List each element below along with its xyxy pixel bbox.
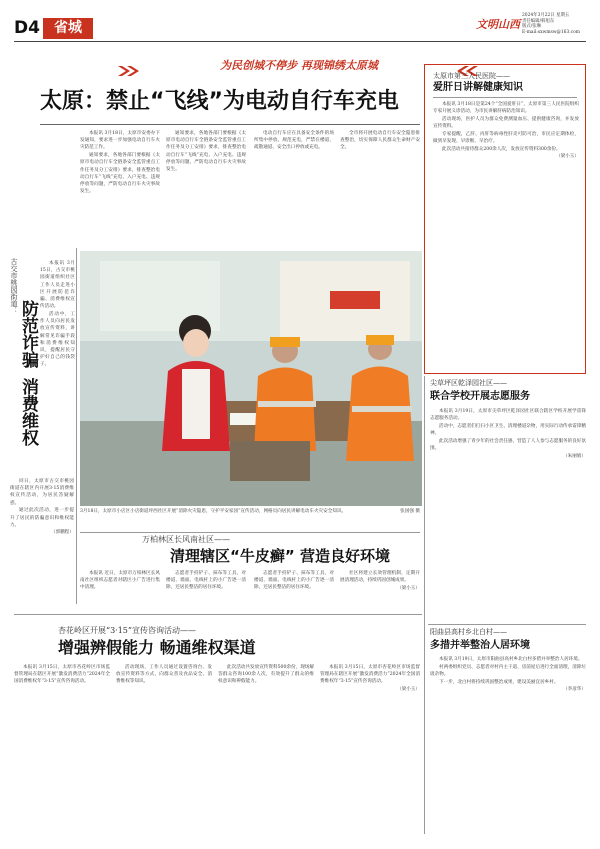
bottom-kicker: 杏花岭区开展“3·15”宣传咨询活动——	[58, 626, 196, 635]
lead-paragraph: 全市将开展电动自行车安全隐患排查整治，切实保障人民群众生命财产安全。	[340, 131, 420, 151]
bottom-rule	[14, 614, 422, 615]
box-paragraph: 此次活动共接待群众200余人次，发放宣传资料300余份。	[442, 146, 561, 152]
right2-paragraph: 村两委组织党员、志愿者对村内主干道、房前屋后进行全面清理，清除垃圾杂物。	[430, 664, 586, 677]
box-paragraph: 专家提醒，乙肝、丙肝等病毒性肝炎可防可治，市民应定期体检，做到早发现、早诊断、早治疗。	[433, 131, 579, 145]
issue-date: 2024年3月22日 星期五	[522, 13, 570, 18]
bottom-paragraph: 本报讯 3月15日，太原市杏花岭区市场监督管理局在辖区开展“激发消费活力”2024年全国消费维权年“3·15”宣传咨询活动。	[320, 665, 420, 685]
bottom-paragraph: 活动现场，工作人员通过设置咨询台、发放宣传资料等方式，向群众普及食品安全、消费维权等知识。	[116, 665, 212, 685]
middle-body-col-1	[80, 570, 160, 606]
side-paragraph: 本报讯 3月15日，古交市桃园街道组织社区工作人员走进小区开展防范诈骗、消费维权宣传活动。	[40, 261, 75, 310]
lead-photo	[80, 251, 422, 506]
banner-left-chevron-icon	[118, 61, 140, 71]
bottom-body-col-2	[116, 664, 212, 836]
side-headline-a: 防范诈骗	[18, 300, 38, 368]
box-kicker: 太原市第三人民医院——	[433, 72, 510, 80]
bottom-body-col-1	[14, 664, 110, 836]
middle-body-col-3	[254, 570, 334, 606]
issue-info	[522, 13, 588, 35]
middle-body-col-4	[340, 570, 420, 606]
lead-photo-caption	[80, 508, 420, 530]
right1-headline: 联合学校开展志愿服务	[430, 391, 530, 402]
lead-paragraph: 通知要求，各地各部门要根据《太原市电动自行车全链条安全监管重点工作任务及分工安排》要求，排查整治电动自行车“飞线”充电、入户充电、违规停放等问题，严防电动自行车火灾事故发生。	[80, 153, 160, 195]
box-paragraph: 本报讯 3月18日是第24个“全国爱肝日”，太原市第三人民医院组织专家开展义诊活动，为市民讲解肝病防治知识。	[433, 102, 579, 115]
side-paragraph: 通过此次活动，进一步提升了居民的防骗意识和维权能力。	[10, 508, 74, 528]
masthead	[0, 0, 600, 52]
bottom-headline: 增强辨假能力 畅通维权渠道	[58, 638, 256, 657]
page-number: D4	[14, 18, 40, 38]
right2-credit: （李彦华）	[563, 687, 586, 693]
caption-text: 3月18日，太原市小店区小店街道坪西社区开展“消除火灾隐患，守护平安家园”宣传活动，网格员向居民讲解电动车火灾安全知识。	[80, 509, 347, 514]
middle-rule	[80, 532, 420, 533]
lead-body-col-4	[340, 130, 420, 250]
right1-paragraph: 此次活动增强了青少年的社会责任感，营造了人人参与志愿服务的良好氛围。	[430, 438, 586, 452]
middle-paragraph: 本报讯 近日，太原市万柏林区长风南社区组织志愿者对辖区小广告进行集中清理。	[80, 571, 160, 591]
lead-paragraph: 电动自行车应在具备安全条件的场所集中停放、规范充电，严禁在楼道、疏散通道、安全出口停放或充电。	[254, 131, 334, 151]
masthead-rule	[14, 41, 586, 42]
health-box	[424, 64, 586, 374]
side-paragraph: 同日，太原市古交市桃园街道在辖区内开展3·15消费维权宣传活动，为居民答疑解惑。	[10, 479, 74, 506]
right1-body	[430, 408, 586, 622]
section-tag: 省城	[43, 18, 93, 39]
right2-paragraph: 下一步，北白村将持续巩固整治成果，建设美丽宜居乡村。	[439, 679, 559, 685]
middle-paragraph: 社区将建立长效管理机制，定期开展清理活动，持续巩固创城成果。	[340, 571, 420, 584]
lead-body-col-3	[254, 130, 334, 250]
bottom-body-col-4	[320, 664, 420, 836]
right1-kicker: 尖草坪区乾泽园社区——	[430, 379, 507, 387]
bottom-paragraph: 本报讯 3月15日，太原市杏花岭区市场监督管理局在辖区开展“激发消费活力”2024年全国消费维权年“3·15”宣传咨询活动。	[14, 665, 110, 685]
right2-paragraph: 本报讯 3月19日，太原市阳曲县高村乡北白村多措并举整治人居环境。	[439, 657, 583, 662]
lead-paragraph: 通知要求，各地各部门要根据《太原市电动自行车全链条安全监管重点工作任务及分工安排》要求，排查整治电动自行车“飞线”充电、入户充电、违规停放等问题，严防电动自行车火灾事故发生。	[166, 131, 246, 173]
left-divider	[76, 248, 77, 604]
right-divider	[424, 376, 425, 834]
middle-paragraph: 志愿者手持铲子、抹布等工具，对楼道、墙面、电线杆上的小广告逐一清除，还居民整洁的居住环境。	[254, 571, 334, 591]
side-kicker: 古交市桃园街道：	[10, 258, 18, 314]
box-rule	[433, 97, 577, 98]
middle-kicker: 万柏林区长风南社区——	[142, 535, 230, 544]
banner-text: 为民创城不停步 再现锦绣太原城	[220, 59, 378, 72]
middle-paragraph: 志愿者手持铲子、抹布等工具，对楼道、墙面、电线杆上的小广告逐一清除，还居民整洁的居住环境。	[166, 571, 246, 591]
right2-rule	[428, 624, 586, 625]
right1-paragraph: 本报讯 3月19日，太原市尖草坪区乾泽园社区联合辖区学校开展学雷锋志愿服务活动。	[430, 409, 586, 422]
lead-paragraph: 本报讯 3月18日，太原市安委办下发通知，要求进一步加强电动自行车火灾防范工作。	[80, 131, 160, 151]
box-paragraph: 活动现场，医护人员为群众免费测量血压、提供健康咨询，并发放宣传资料。	[433, 116, 579, 130]
side-body-b	[10, 478, 74, 604]
middle-body-col-2	[166, 570, 246, 606]
side-paragraph: 活动中，工作人员向居民发放宣传资料，讲解常见诈骗手段和消费维权知识，提醒居民守护好自己的钱袋子。	[40, 311, 75, 368]
right1-credit: （朱丽娟）	[563, 453, 586, 459]
lead-rule	[40, 124, 420, 125]
side-headline-b: 消费维权	[18, 378, 38, 446]
lead-body-col-1	[80, 130, 160, 250]
bottom-body-col-3	[218, 664, 314, 836]
bottom-credit: （梁小玉）	[397, 687, 420, 693]
issue-design: 版式/张琳	[522, 24, 542, 30]
right2-body	[430, 656, 586, 834]
logo: 文明山西	[476, 18, 520, 31]
box-headline: 爱肝日讲解健康知识	[433, 82, 523, 93]
middle-headline: 清理辖区“牛皮癣” 营造良好环境	[170, 547, 390, 565]
middle-credit: （梁小玉）	[397, 585, 420, 591]
right2-headline: 多措并举整治人居环境	[430, 640, 530, 651]
lead-body-col-2	[166, 130, 246, 250]
box-credit: （梁小玉）	[556, 154, 579, 160]
issue-editor: 责任编辑/韩旭东	[522, 18, 555, 24]
box-body	[433, 101, 579, 369]
issue-email: E-mail:sxwmsw@163.com	[522, 29, 580, 35]
side-body-a	[40, 260, 75, 480]
bottom-paragraph: 此次活动共发放宣传资料500余份，现场解答群众咨询100余人次，有效提升了群众的维权意识和辨假能力。	[218, 665, 314, 685]
photo-illustration	[80, 251, 422, 506]
right2-kicker: 阳曲县高村乡北白村——	[430, 628, 507, 636]
side-credit: （郭鹏程）	[51, 530, 74, 536]
photo-credit: 张国强 摄	[400, 509, 420, 514]
lead-headline: 太原：禁止“飞线”为电动自行车充电	[40, 89, 399, 114]
right1-paragraph: 活动中，志愿者们打扫小区卫生、清理楼道杂物，用实际行动传承雷锋精神。	[430, 423, 586, 437]
